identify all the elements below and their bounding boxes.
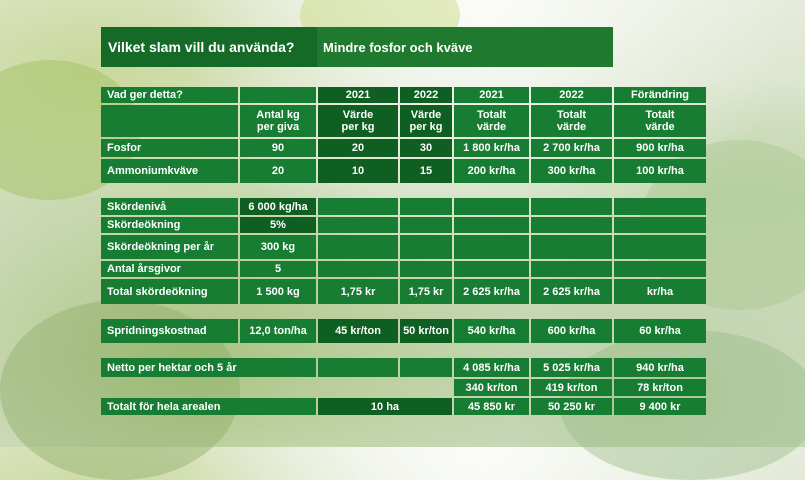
row-label-total-skordeokning: Total skördeökning (101, 279, 238, 304)
table-cell-empty (531, 198, 612, 215)
question-bar (101, 27, 613, 67)
table-cell: 419 kr/ton (531, 379, 612, 396)
table-cell: 100 kr/ha (614, 159, 706, 183)
question-label: Vilket slam vill du använda? (101, 27, 317, 67)
blank-header (240, 87, 316, 103)
table-cell-empty (454, 235, 529, 259)
table-cell[interactable]: 50 kr/ton (400, 319, 452, 343)
row-label-spridningskostnad: Spridningskostnad (101, 319, 238, 343)
row-label-netto: Netto per hektar och 5 år (101, 358, 316, 377)
col-header: Totalt värde (531, 105, 612, 137)
table-cell-empty (614, 198, 706, 215)
table-cell-empty (318, 235, 398, 259)
table-cell[interactable]: 30 (400, 139, 452, 157)
table-cell-empty (614, 217, 706, 233)
table-cell: 600 kr/ha (531, 319, 612, 343)
table-cell-empty (454, 217, 529, 233)
table-cell[interactable]: 20 (240, 159, 316, 183)
table-cell: 2 625 kr/ha (531, 279, 612, 304)
table-cell-empty (400, 358, 452, 377)
table-cell[interactable]: 15 (400, 159, 452, 183)
row-label-skordeniva: Skördenivå (101, 198, 238, 215)
table-cell: 1,75 kr (318, 279, 398, 304)
table-cell-empty (454, 261, 529, 277)
table-cell: 4 085 kr/ha (454, 358, 529, 377)
table-cell-empty (454, 198, 529, 215)
table-cell: 50 250 kr (531, 398, 612, 415)
table-cell[interactable]: 6 000 kg/ha (240, 198, 316, 215)
col-header: Antal kg per giva (240, 105, 316, 137)
table-cell-empty (400, 235, 452, 259)
row-label-skordeokning: Skördeökning (101, 217, 238, 233)
table-cell-empty (318, 198, 398, 215)
year-header-value-2022: 2022 (400, 87, 452, 103)
table-cell-empty (531, 217, 612, 233)
corner-label: Vad ger detta? (101, 87, 238, 103)
table-cell: 1,75 kr (400, 279, 452, 304)
table-cell: 300 kr/ha (531, 159, 612, 183)
table-cell-empty (614, 235, 706, 259)
table-cell-empty (531, 235, 612, 259)
table-cell: 940 kr/ha (614, 358, 706, 377)
table-cell[interactable]: 10 (318, 159, 398, 183)
table-cell: 900 kr/ha (614, 139, 706, 157)
table-cell: 300 kg (240, 235, 316, 259)
area-input[interactable]: 10 ha (318, 398, 452, 415)
table-cell-empty (531, 261, 612, 277)
table-cell: 78 kr/ton (614, 379, 706, 396)
year-header-total-2022: 2022 (531, 87, 612, 103)
table-cell: 2 700 kr/ha (531, 139, 612, 157)
col-header: Totalt värde (614, 105, 706, 137)
row-label-fosfor: Fosfor (101, 139, 238, 157)
table-cell-empty (318, 358, 398, 377)
col-header: Värde per kg (400, 105, 452, 137)
table-cell-empty (400, 261, 452, 277)
label-column-header (101, 105, 238, 137)
table-cell: 9 400 kr (614, 398, 706, 415)
table-cell[interactable]: 90 (240, 139, 316, 157)
table-cell-empty (400, 217, 452, 233)
table-cell: 200 kr/ha (454, 159, 529, 183)
row-label-antal-arsgivor: Antal årsgivor (101, 261, 238, 277)
table-cell[interactable]: 5% (240, 217, 316, 233)
answer-label[interactable]: Mindre fosfor och kväve (323, 39, 473, 55)
table-cell: 5 025 kr/ha (531, 358, 612, 377)
row-label-ammoniumkvave: Ammoniumkväve (101, 159, 238, 183)
table-cell[interactable]: 12,0 ton/ha (240, 319, 316, 343)
table-cell-empty (614, 261, 706, 277)
table-cell: 60 kr/ha (614, 319, 706, 343)
table-cell: kr/ha (614, 279, 706, 304)
table-cell-empty (318, 217, 398, 233)
table-cell: 45 850 kr (454, 398, 529, 415)
year-header-change: Förändring (614, 87, 706, 103)
col-header: Totalt värde (454, 105, 529, 137)
table-cell: 540 kr/ha (454, 319, 529, 343)
table-cell[interactable]: 45 kr/ton (318, 319, 398, 343)
year-header-total-2021: 2021 (454, 87, 529, 103)
col-header: Värde per kg (318, 105, 398, 137)
table-cell: 5 (240, 261, 316, 277)
table-cell-empty (318, 261, 398, 277)
table-cell: 1 500 kg (240, 279, 316, 304)
table-cell: 1 800 kr/ha (454, 139, 529, 157)
table-cell-empty (400, 198, 452, 215)
row-label-totalt-arealen: Totalt för hela arealen (101, 398, 316, 415)
row-label-skordeokning-per-ar: Skördeökning per år (101, 235, 238, 259)
table-cell[interactable]: 20 (318, 139, 398, 157)
table-cell: 2 625 kr/ha (454, 279, 529, 304)
table-cell: 340 kr/ton (454, 379, 529, 396)
year-header-value-2021: 2021 (318, 87, 398, 103)
